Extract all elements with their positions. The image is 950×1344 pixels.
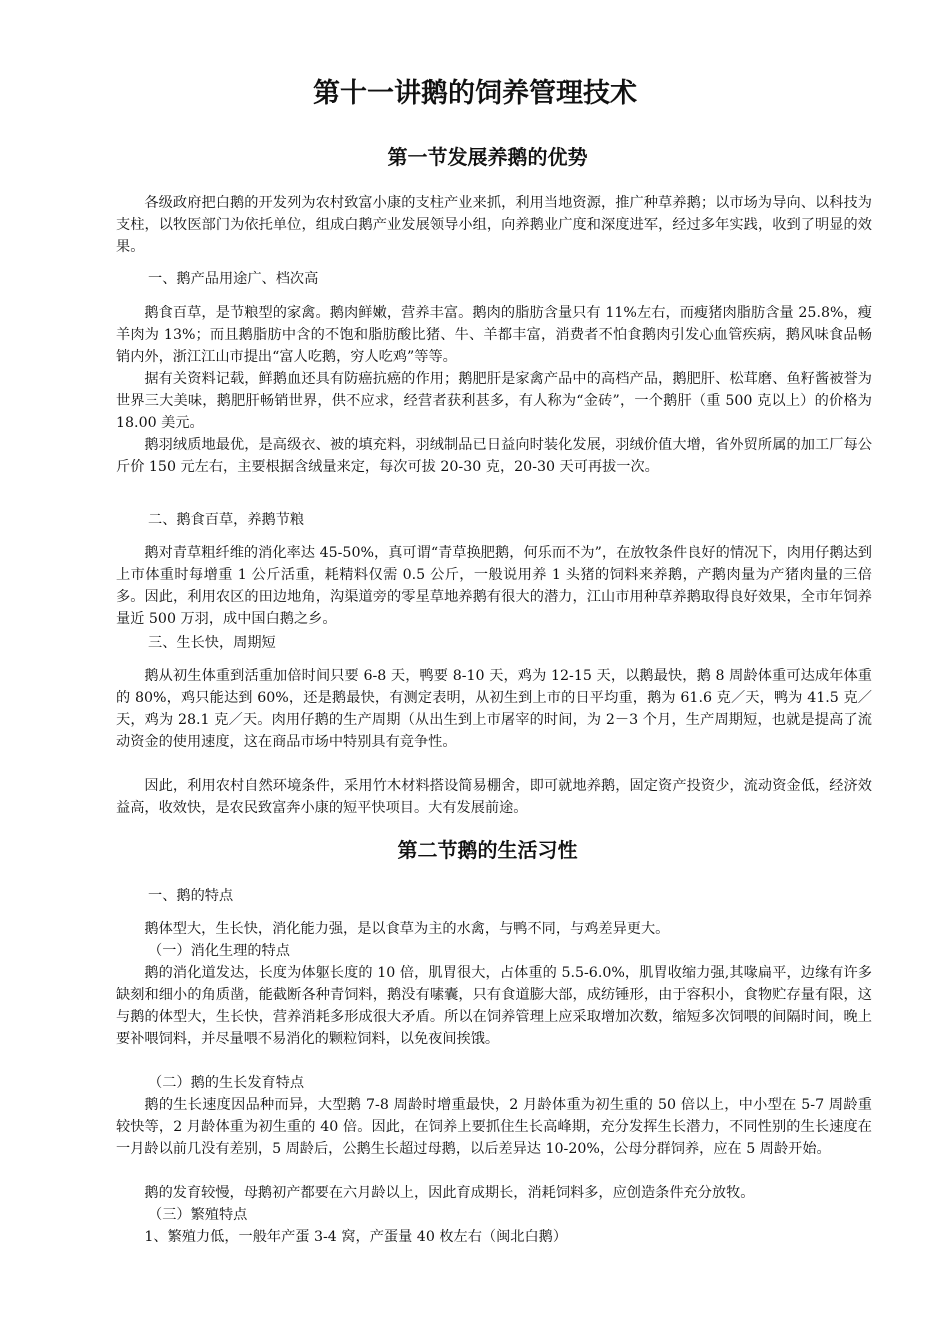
paragraph-reproduction: 1、繁殖力低，一般年产蛋 3-4 窝，产蛋量 40 枚左右（闽北白鹅） <box>144 1229 568 1245</box>
section-2-title: 第二节鹅的生活习性 <box>397 838 578 862</box>
paragraph-goose-down: 鹅羽绒质地最优，是高级衣、被的填充料，羽绒制品已日益向时装化发展，羽绒价值大增，省外贸所属的加工厂每公斤价 150 元左右，主要根据含绒量来定，每次可拔 20-30 克，20-30 天可再拔一次。 <box>116 437 872 475</box>
document-title: 第十一讲鹅的饲养管理技术 <box>313 78 637 109</box>
heading-fast-growth: 三、生长快，周期短 <box>148 635 276 651</box>
section-1-title: 第一节发展养鹅的优势 <box>387 145 588 169</box>
subheading-reproduction: （三）繁殖特点 <box>148 1207 248 1223</box>
paragraph-digestive-tract: 鹅的消化道发达，长度为体躯长度的 10 倍，肌胃很大，占体重的 5.5-6.0%，肌胃收缩力强,其喙扁平，边缘有许多缺刻和细小的角质凿，能截断各种青饲料，鹅没有嗉囊，只有食道膨大部，成纺锤形，由于容积小，食物贮存量有限，这与鹅的体型大，生长快，营养消耗多形成很大矛盾。所以在饲养管理上应采取增加次数，缩短多次饲喂的间隔时间，晚上要补喂饲料，并尽量喂不易消化的颗粒饲料，以免夜间挨饿。 <box>116 965 872 1047</box>
heading-grass-feeding: 二、鹅食百草，养鹅节粮 <box>148 512 305 528</box>
subheading-digestion: （一）消化生理的特点 <box>148 943 290 959</box>
paragraph-goose-body: 鹅体型大，生长快，消化能力强，是以食草为主的水禽，与鸭不同，与鸡差异更大。 <box>144 921 670 937</box>
paragraph-grass-digestion: 鹅对青草粗纤维的消化率达 45-50%，真可谓“青草换肥鹅，何乐而不为”，在放牧条件良好的情况下，肉用仔鹅达到上市体重时每增重 1 公斤活重，耗精料仅需 0.5 公斤，一般说用养 1 头猪的饲料来养鹅，产鹅肉量为产猪肉量的三倍多。因此，利用农区的田边地角，沟渠道旁的零星草地养鹅有很大的潜力，江山市用种草养鹅取得良好效果，全市年饲养量近 500 万羽，成中国白鹅之乡。 <box>116 545 872 627</box>
heading-product-uses: 一、鹅产品用途广、档次高 <box>148 271 319 287</box>
paragraph-conclusion: 因此，利用农村自然环境条件，采用竹木材料搭设简易棚舍，即可就地养鹅，固定资产投资少，流动资金低，经济效益高，收效快，是农民致富奔小康的短平快项目。大有发展前途。 <box>116 778 872 816</box>
paragraph-goose-liver: 据有关资料记载，鲜鹅血还具有防癌抗癌的作用；鹅肥肝是家禽产品中的高档产品，鹅肥肝、松茸磨、鱼籽酱被誉为世界三大美味，鹅肥肝畅销世界，供不应求，经营者获利甚多，有人称为“金砖”，一个鹅肝（重 500 克以上）的价格为 18.00 美元。 <box>116 371 872 431</box>
paragraph-growth-speed: 鹅的生长速度因品种而异，大型鹅 7-8 周龄时增重最快，2 月龄体重为初生重的 50 倍以上，中小型在 5-7 周龄重较快等，2 月龄体重为初生重的 40 倍。因此，在饲养上要抓住生长高峰期，充分发挥生长潜力，不同性别的生长速度在一月龄以前几没有差别，5 周龄后，公鹅生长超过母鹅，以后差异达 10-20%，公母分群饲养，应在 5 周龄开始。 <box>116 1097 872 1157</box>
paragraph-growth-rate: 鹅从初生体重到活重加倍时间只要 6-8 天，鸭要 8-10 天，鸡为 12-15 天，以鹅最快，鹅 8 周龄体重可达成年体重的 80%，鸡只能达到 60%，还是鹅最快，有测定表明，从初生到上市的日平均重，鹅为 61.6 克／天，鸭为 41.5 克／天，鸡为 28.1 克／天。肉用仔鹅的生产周期（从出生到上市屠宰的时间，为 2－3 个月，生产周期短，也就是提高了流动资金的使用速度，这在商品市场中特别具有竞争性。 <box>116 668 872 750</box>
subheading-growth: （二）鹅的生长发育特点 <box>148 1075 305 1091</box>
paragraph-goose-meat: 鹅食百草，是节粮型的家禽。鹅肉鲜嫩，营养丰富。鹅肉的脂肪含量只有 11%左右，而瘦猪肉脂肪含量 25.8%，瘦羊肉为 13%；而且鹅脂肪中含的不饱和脂肪酸比猪、牛、羊都丰富，消费者不怕食鹅肉引发心血管疾病，鹅风味食品畅销内外，浙江江山市提出“富人吃鹅，穷人吃鸡”等等。 <box>116 305 872 365</box>
paragraph-development: 鹅的发育较慢，母鹅初产都要在六月龄以上，因此育成期长，消耗饲料多，应创造条件充分放牧。 <box>144 1185 755 1201</box>
heading-goose-features: 一、鹅的特点 <box>148 888 234 904</box>
section-1-intro: 各级政府把白鹅的开发列为农村致富小康的支柱产业来抓，利用当地资源，推广种草养鹅；以市场为导向、以科技为支柱，以牧医部门为依托单位，组成白鹅产业发展领导小组，向养鹅业广度和深度进军，经过多年实践，收到了明显的效果。 <box>116 195 872 255</box>
